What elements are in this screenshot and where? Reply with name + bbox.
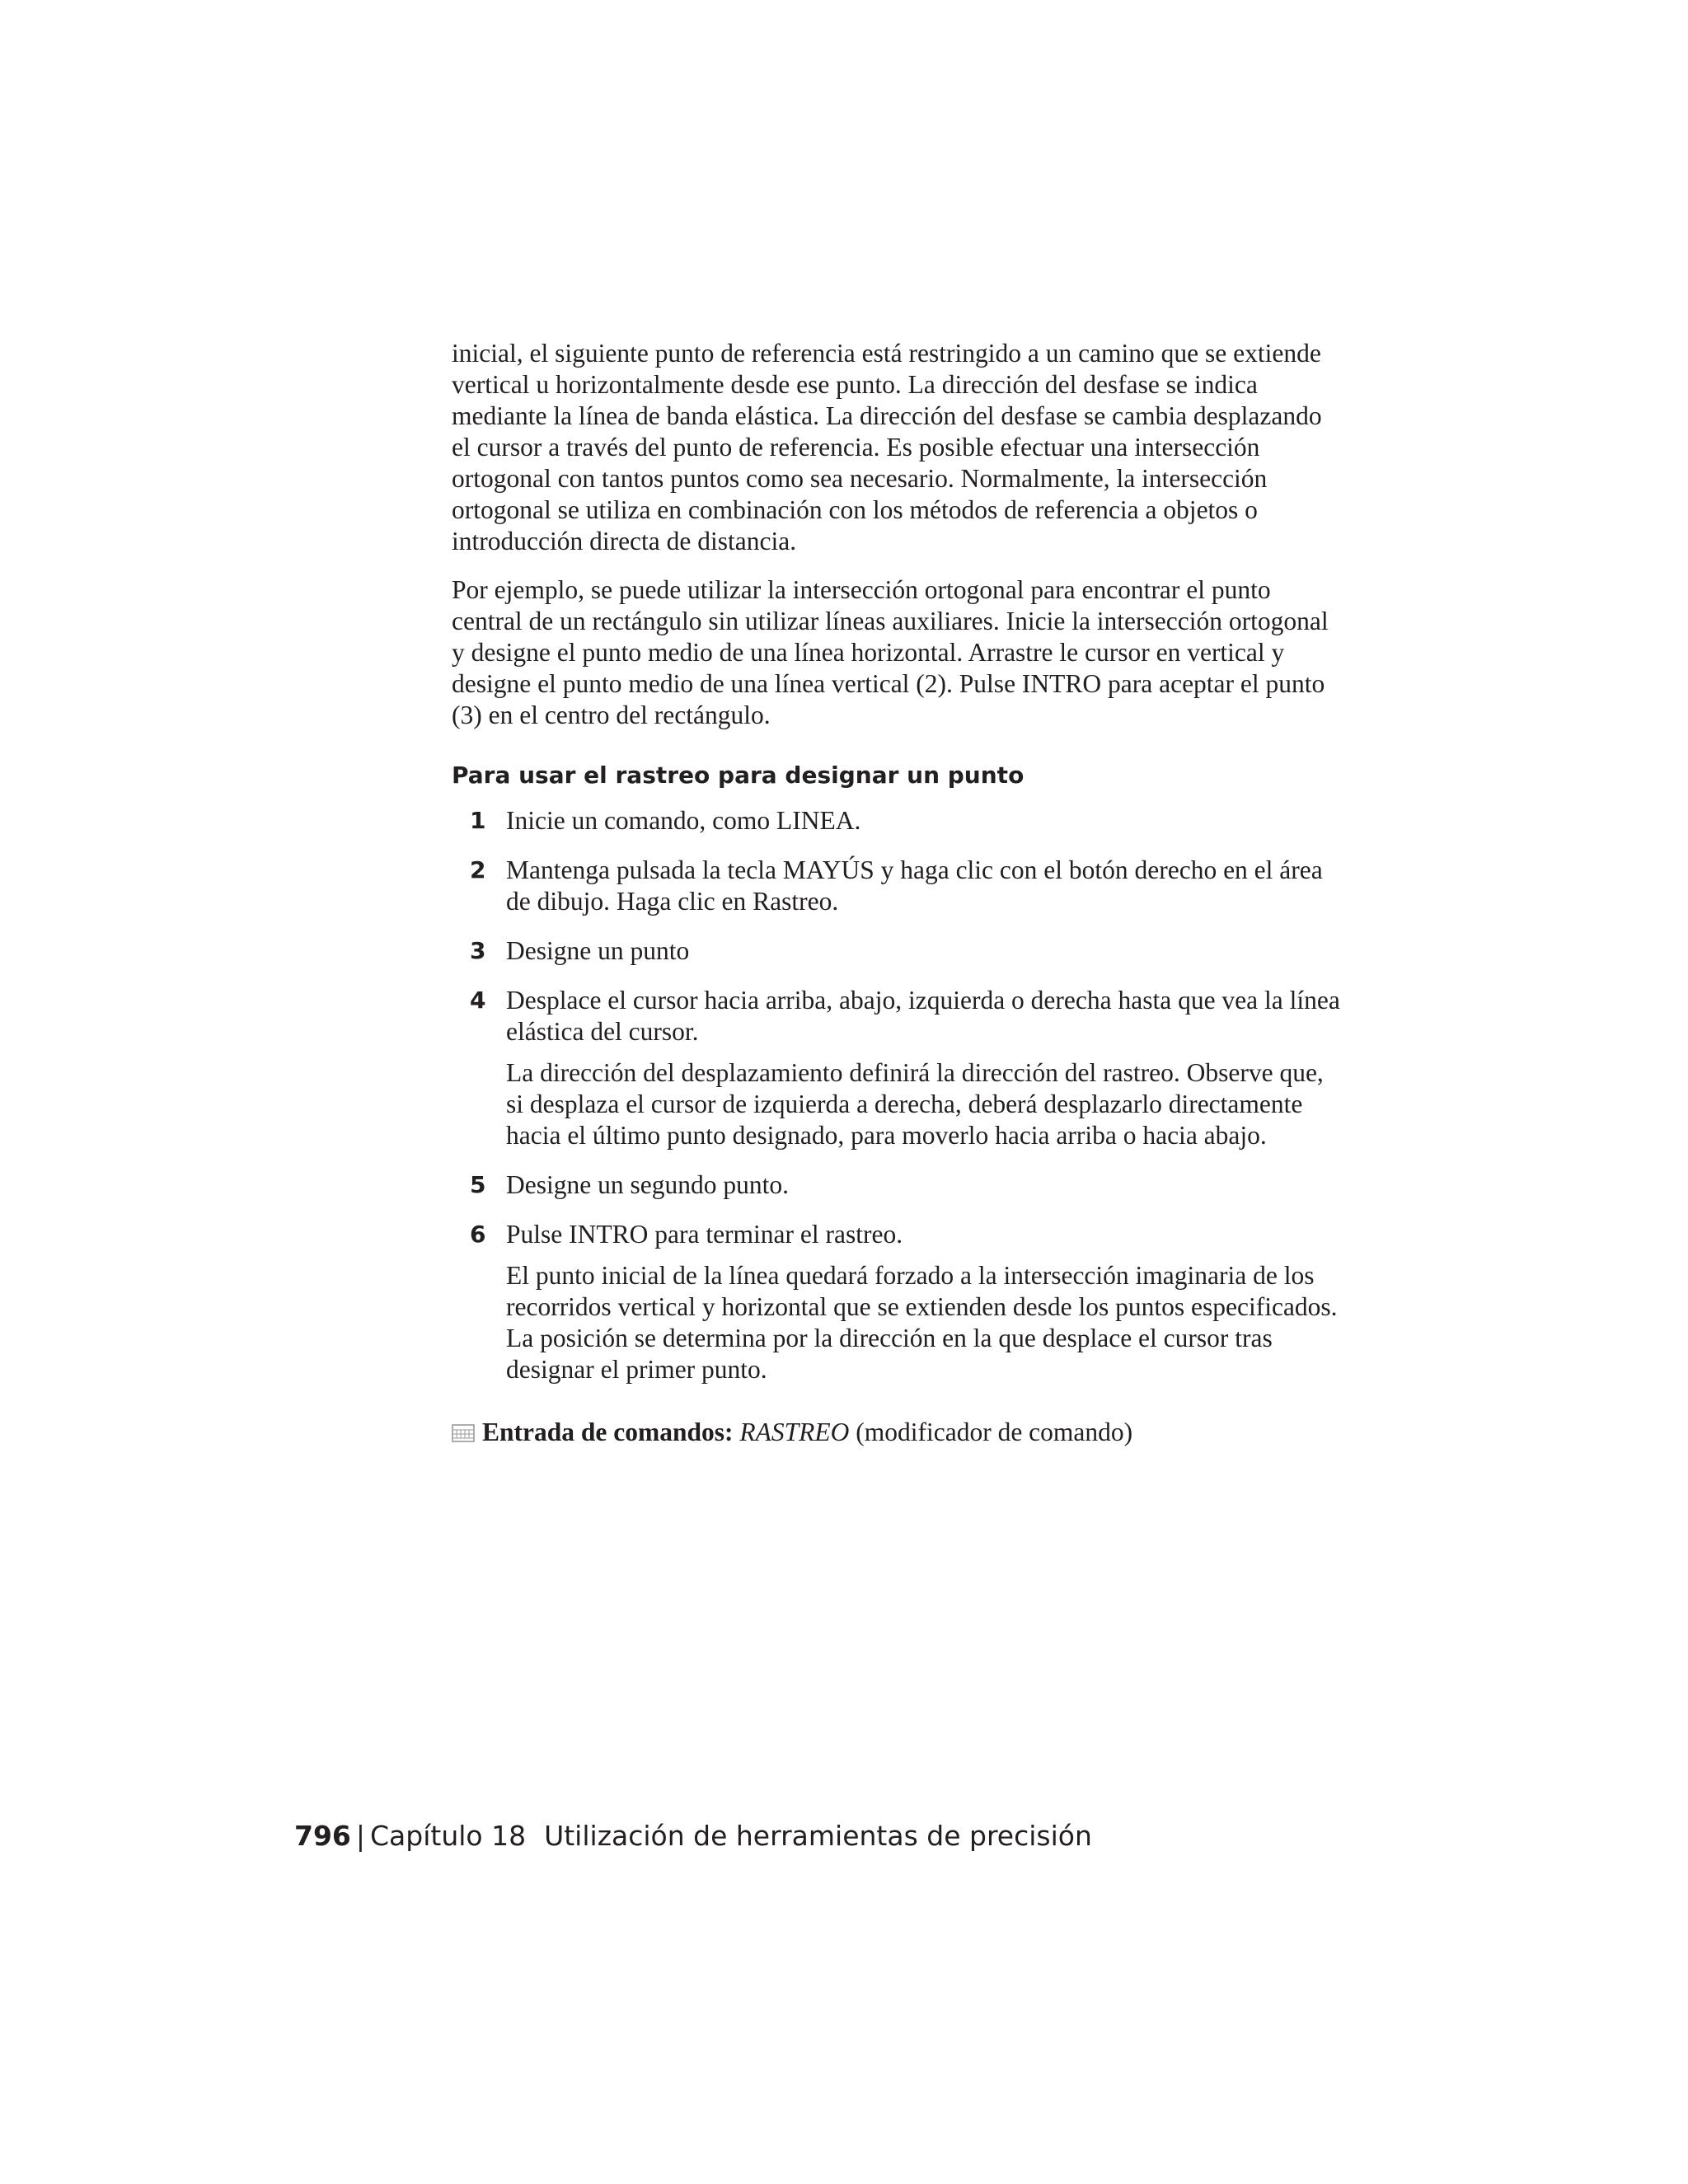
command-suffix: (modificador de comando) bbox=[856, 1418, 1133, 1446]
procedure-step bbox=[452, 935, 1342, 967]
step-number: 1 bbox=[470, 807, 486, 834]
procedure-step bbox=[452, 805, 1342, 837]
procedure-step bbox=[452, 985, 1342, 1151]
body-paragraph: Por ejemplo, se puede utilizar la intersección ortogonal para encontrar el punto central de un rectángulo sin utilizar líneas auxiliares. Inicie la intersección ortogonal y designe el punto medio de una línea horizontal. Arrastre le cursor en vertical y designe el punto medio de una línea vertical (2). Pulse INTRO para aceptar el punto (3) en el centro del rectángulo. bbox=[452, 575, 1329, 729]
step-text: Pulse INTRO para terminar el rastreo. bbox=[506, 1220, 903, 1249]
step-number: 4 bbox=[470, 987, 486, 1014]
step-number: 5 bbox=[470, 1171, 486, 1198]
procedure-steps bbox=[452, 805, 1342, 1385]
page-content bbox=[452, 338, 1342, 1448]
keyboard-icon bbox=[452, 1424, 475, 1442]
step-number: 2 bbox=[470, 856, 486, 883]
step-text: Mantenga pulsada la tecla MAYÚS y haga clic con el botón derecho en el área de dibujo. Haga clic en Rastreo. bbox=[506, 855, 1323, 916]
chapter-title: Utilización de herramientas de precisión bbox=[544, 1820, 1092, 1852]
step-text: Desplace el cursor hacia arriba, abajo, izquierda o derecha hasta que vea la línea elástica del cursor. bbox=[506, 986, 1340, 1046]
step-note: La dirección del desplazamiento definirá la dirección del rastreo. Observe que, si desplaza el cursor de izquierda a derecha, deberá desplazarlo directamente hacia el último punto designado, para moverlo hacia arriba o hacia abajo. bbox=[506, 1058, 1324, 1150]
page-number: 796 bbox=[294, 1820, 351, 1852]
step-text: Inicie un comando, como LINEA. bbox=[506, 806, 861, 835]
footer-separator: | bbox=[355, 1820, 366, 1852]
command-entry bbox=[452, 1417, 1342, 1448]
procedure-step bbox=[452, 1219, 1342, 1385]
step-note: El punto inicial de la línea quedará forzado a la intersección imaginaria de los recorridos vertical y horizontal que se extienden desde los puntos especificados. La posición se determina por la dirección en la que desplace el cursor tras designar el primer punto. bbox=[506, 1261, 1338, 1384]
command-name: RASTREO bbox=[739, 1418, 850, 1446]
step-text: Designe un segundo punto. bbox=[506, 1170, 789, 1199]
body-paragraph: inicial, el siguiente punto de referencia está restringido a un camino que se extiende vertical u horizontalmente desde ese punto. La dirección del desfase se indica mediante la línea de banda elástica. La dirección del desfase se cambia desplazando el cursor a través del punto de referencia. Es posible efectuar una intersección ortogonal con tantos puntos como sea necesario. Normalmente, la intersección ortogonal se utiliza en combinación con los métodos de referencia a objetos o introducción directa de distancia. bbox=[452, 339, 1322, 555]
procedure-heading: Para usar el rastreo para designar un punto bbox=[452, 762, 1025, 789]
page-footer bbox=[294, 1820, 1092, 1853]
step-number: 6 bbox=[470, 1221, 486, 1248]
procedure-step bbox=[452, 1169, 1342, 1201]
step-text: Designe un punto bbox=[506, 936, 690, 965]
procedure-step bbox=[452, 855, 1342, 917]
step-number: 3 bbox=[470, 937, 486, 964]
command-entry-label: Entrada de comandos: bbox=[482, 1418, 734, 1446]
chapter-label: Capítulo 18 bbox=[370, 1820, 527, 1852]
